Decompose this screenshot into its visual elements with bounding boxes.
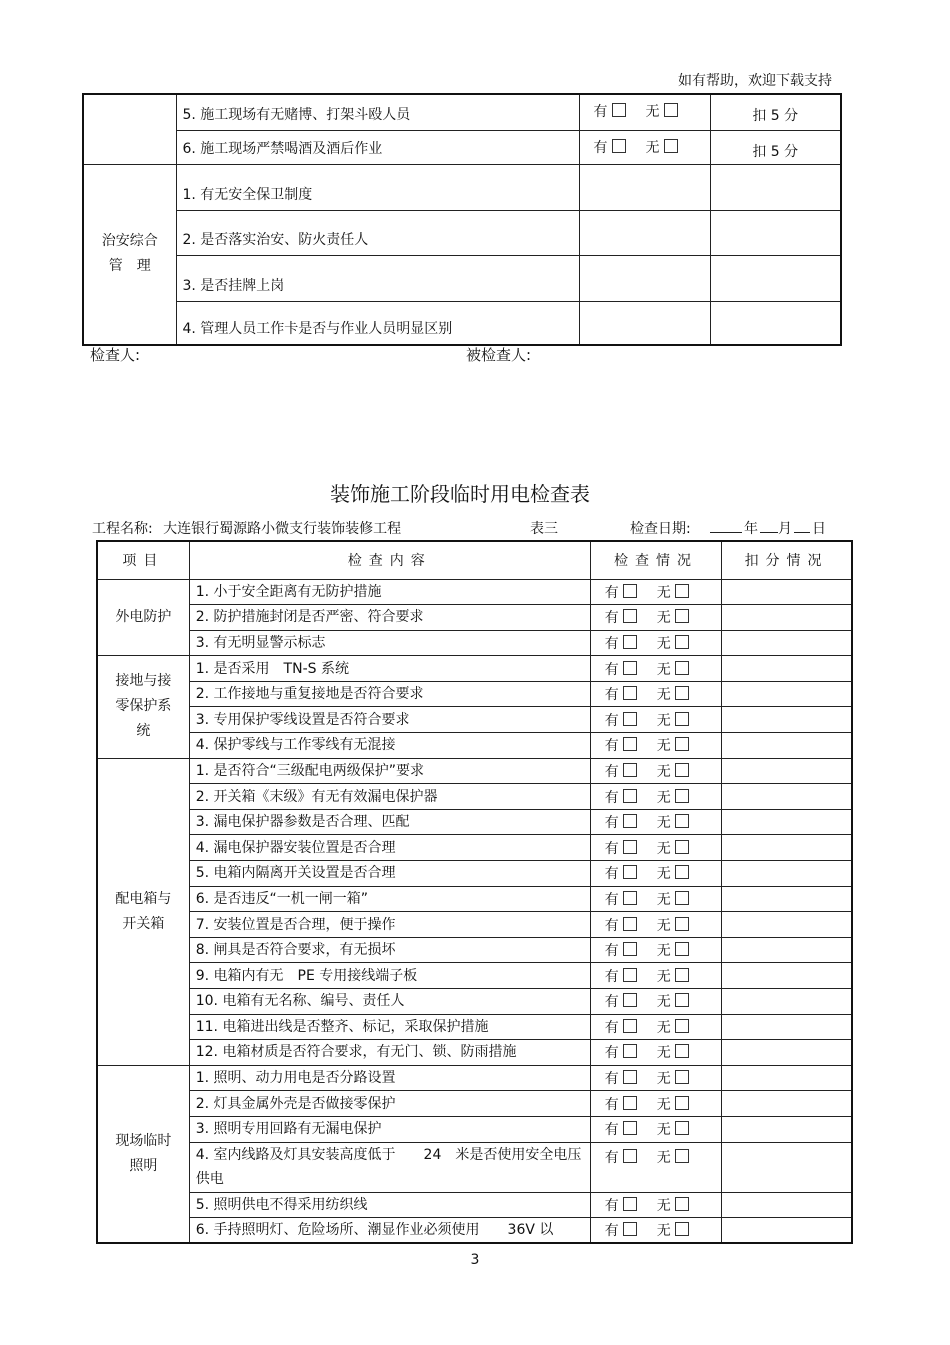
- check-item: 3. 有无明显警示标志: [189, 630, 590, 656]
- deduction-cell: [722, 707, 852, 733]
- deduction-cell: [710, 255, 841, 301]
- none-checkbox[interactable]: [675, 968, 689, 982]
- have-checkbox[interactable]: [623, 789, 637, 803]
- have-checkbox[interactable]: [623, 661, 637, 675]
- check-status-cell: [579, 130, 710, 164]
- none-label: 无: [656, 917, 671, 934]
- none-checkbox[interactable]: [675, 635, 689, 649]
- none-label: 无: [656, 1149, 671, 1166]
- form-title: 装饰施工阶段临时用电检查表: [330, 482, 590, 506]
- deduction-cell: [722, 758, 852, 784]
- none-checkbox[interactable]: [675, 686, 689, 700]
- check-item: 6. 手持照明灯、危险场所、潮显作业必须使用 36V 以: [189, 1218, 590, 1244]
- none-checkbox[interactable]: [675, 712, 689, 726]
- none-label: 无: [656, 866, 671, 883]
- category-label: 统: [136, 723, 151, 740]
- none-checkbox[interactable]: [675, 1044, 689, 1058]
- category-label: 零保护系: [115, 698, 172, 715]
- have-label: 有: [604, 763, 619, 780]
- deduction-cell: [722, 656, 852, 682]
- have-label: 有: [604, 687, 619, 704]
- date-month: 月: [778, 521, 792, 537]
- table-row: [97, 630, 852, 656]
- have-label: 有: [604, 635, 619, 652]
- none-label: 无: [656, 610, 671, 627]
- table-row: [83, 301, 841, 345]
- table-row: [97, 1192, 852, 1218]
- header-content: 检查内容: [189, 541, 590, 579]
- table-row: [97, 681, 852, 707]
- check-status-cell: [579, 94, 710, 130]
- check-item: 4. 漏电保护器安装位置是否合理: [189, 835, 590, 861]
- security-check-table: [82, 93, 842, 346]
- category-label: 配电箱与: [115, 890, 172, 907]
- none-checkbox[interactable]: [675, 584, 689, 598]
- none-label: 无: [656, 687, 671, 704]
- table-row: [97, 1218, 852, 1244]
- check-item: 12. 电箱材质是否符合要求，有无门、锁、防雨措施: [189, 1040, 590, 1066]
- project-row: [92, 518, 852, 538]
- none-label: 无: [656, 1122, 671, 1139]
- have-label: 有: [604, 1223, 619, 1240]
- check-item: 6. 是否违反“一机一闸一箱”: [189, 886, 590, 912]
- check-status-cell: [590, 809, 721, 835]
- have-checkbox[interactable]: [612, 139, 626, 153]
- none-checkbox[interactable]: [675, 661, 689, 675]
- have-checkbox[interactable]: [623, 1044, 637, 1058]
- deduction-cell: [722, 1040, 852, 1066]
- deduction-cell: [722, 963, 852, 989]
- have-label: 有: [604, 738, 619, 755]
- check-item: 2. 防护措施封闭是否严密、符合要求: [189, 605, 590, 631]
- have-label: 有: [604, 1149, 619, 1166]
- table-row: [97, 1116, 852, 1142]
- check-item: 3. 漏电保护器参数是否合理、匹配: [189, 809, 590, 835]
- deduction-cell: [722, 1192, 852, 1218]
- have-label: 有: [604, 866, 619, 883]
- check-status-cell: [590, 1116, 721, 1142]
- table-row: [97, 1065, 852, 1091]
- have-checkbox[interactable]: [623, 1222, 637, 1236]
- none-checkbox[interactable]: [675, 763, 689, 777]
- deduction-cell: [722, 937, 852, 963]
- check-status-cell: [579, 164, 710, 210]
- have-checkbox[interactable]: [623, 635, 637, 649]
- check-status-cell: [590, 758, 721, 784]
- table-row: [97, 809, 852, 835]
- inspected-label: 被检查人:: [466, 346, 532, 364]
- check-status-cell: [590, 1218, 721, 1244]
- have-label: 有: [604, 994, 619, 1011]
- none-checkbox[interactable]: [675, 1197, 689, 1211]
- none-label: 无: [656, 584, 671, 601]
- none-label: 无: [656, 994, 671, 1011]
- deduction-cell: [722, 681, 852, 707]
- check-item: 4. 室内线路及灯具安装高度低于 24 米是否使用安全电压供电: [189, 1142, 590, 1192]
- table-row: [97, 989, 852, 1015]
- deduction-cell: 扣 5 分: [710, 130, 841, 164]
- deduction-cell: [722, 579, 852, 605]
- none-label: 无: [645, 139, 660, 156]
- have-checkbox[interactable]: [623, 968, 637, 982]
- have-label: 有: [604, 1019, 619, 1036]
- have-checkbox[interactable]: [612, 103, 626, 117]
- have-label: 有: [604, 1045, 619, 1062]
- none-checkbox[interactable]: [664, 139, 678, 153]
- none-label: 无: [656, 789, 671, 806]
- check-item: 3. 是否挂牌上岗: [176, 255, 579, 301]
- category-label: 现场临时: [115, 1133, 172, 1150]
- check-status-cell: [579, 301, 710, 345]
- deduction-cell: 扣 5 分: [710, 94, 841, 130]
- check-item: 6. 施工现场严禁喝酒及酒后作业: [176, 130, 579, 164]
- have-checkbox[interactable]: [623, 1096, 637, 1110]
- have-checkbox[interactable]: [623, 686, 637, 700]
- have-checkbox[interactable]: [623, 737, 637, 751]
- check-item: 10. 电箱有无名称、编号、责任人: [189, 989, 590, 1015]
- category-cell: [97, 1065, 189, 1243]
- check-item: 8. 闸具是否符合要求，有无损坏: [189, 937, 590, 963]
- category-label: 照明: [129, 1158, 158, 1175]
- check-item: 2. 开关箱《末级》有无有效漏电保护器: [189, 784, 590, 810]
- table-row: [97, 784, 852, 810]
- check-status-cell: [590, 1014, 721, 1040]
- have-checkbox[interactable]: [623, 763, 637, 777]
- none-checkbox[interactable]: [675, 1019, 689, 1033]
- have-label: 有: [604, 661, 619, 678]
- table-row: [83, 164, 841, 210]
- have-checkbox[interactable]: [623, 917, 637, 931]
- have-checkbox[interactable]: [623, 584, 637, 598]
- none-label: 无: [656, 943, 671, 960]
- date-day: 日: [812, 521, 826, 537]
- inspector-label: 检查人:: [90, 346, 141, 364]
- category-label: 管 理: [108, 258, 151, 275]
- have-checkbox[interactable]: [623, 712, 637, 726]
- category-label: 开关箱: [122, 915, 165, 932]
- check-status-cell: [590, 579, 721, 605]
- check-item: 3. 专用保护零线设置是否符合要求: [189, 707, 590, 733]
- table-row: [97, 1142, 852, 1192]
- check-item: 1. 有无安全保卫制度: [176, 164, 579, 210]
- none-label: 无: [656, 712, 671, 729]
- none-label: 无: [656, 1045, 671, 1062]
- none-checkbox[interactable]: [675, 1070, 689, 1084]
- have-label: 有: [604, 1096, 619, 1113]
- none-label: 无: [656, 1019, 671, 1036]
- deduction-cell: [722, 1142, 852, 1192]
- table-row: [97, 758, 852, 784]
- deduction-cell: [722, 1116, 852, 1142]
- have-label: 有: [604, 1197, 619, 1214]
- check-status-cell: [579, 255, 710, 301]
- check-status-cell: [590, 733, 721, 759]
- have-checkbox[interactable]: [623, 814, 637, 828]
- none-checkbox[interactable]: [675, 737, 689, 751]
- none-label: 无: [656, 1071, 671, 1088]
- have-checkbox[interactable]: [623, 840, 637, 854]
- table-row: [97, 1040, 852, 1066]
- table-number: 表三: [530, 521, 558, 537]
- none-checkbox[interactable]: [675, 1222, 689, 1236]
- check-item: 1. 小于安全距离有无防护措施: [189, 579, 590, 605]
- check-status-cell: [590, 605, 721, 631]
- check-item: 1. 照明、动力用电是否分路设置: [189, 1065, 590, 1091]
- check-status-cell: [590, 989, 721, 1015]
- check-item: 5. 电箱内隔离开关设置是否合理: [189, 861, 590, 887]
- deduction-cell: [722, 630, 852, 656]
- category-label: 外电防护: [115, 608, 172, 625]
- have-checkbox[interactable]: [623, 1019, 637, 1033]
- none-label: 无: [656, 840, 671, 857]
- category-label: 接地与接: [115, 673, 172, 690]
- deduction-cell: [722, 1218, 852, 1244]
- have-label: 有: [593, 139, 608, 156]
- none-checkbox[interactable]: [675, 840, 689, 854]
- check-item: 2. 是否落实治安、防火责任人: [176, 210, 579, 255]
- have-label: 有: [604, 968, 619, 985]
- project-name: 大连银行蜀源路小微支行装饰装修工程: [163, 521, 402, 537]
- table-row: [97, 707, 852, 733]
- have-label: 有: [604, 789, 619, 806]
- check-item: 7. 安装位置是否合理，便于操作: [189, 912, 590, 938]
- deduction-cell: [722, 886, 852, 912]
- category-cell: [97, 758, 189, 1065]
- have-label: 有: [604, 917, 619, 934]
- check-item: 5. 施工现场有无赌博、打架斗殴人员: [176, 94, 579, 130]
- have-checkbox[interactable]: [623, 1070, 637, 1084]
- none-label: 无: [656, 635, 671, 652]
- none-checkbox[interactable]: [675, 1121, 689, 1135]
- date-blank-year: [710, 532, 742, 533]
- check-item: 1. 是否符合“三级配电两级保护”要求: [189, 758, 590, 784]
- electric-check-table: [96, 540, 853, 1244]
- have-checkbox[interactable]: [623, 1149, 637, 1163]
- table-row: [97, 1014, 852, 1040]
- none-label: 无: [656, 738, 671, 755]
- date-label: 检查日期:: [630, 521, 691, 537]
- deduction-cell: [722, 1014, 852, 1040]
- check-item: 9. 电箱内有无 PE 专用接线端子板: [189, 963, 590, 989]
- table-row: [97, 886, 852, 912]
- check-status-cell: [590, 1142, 721, 1192]
- page-number: 3: [470, 1252, 480, 1268]
- check-status-cell: [590, 656, 721, 682]
- have-label: 有: [604, 943, 619, 960]
- table-row: [97, 912, 852, 938]
- header-project: 项目: [97, 541, 189, 579]
- deduction-cell: [722, 1065, 852, 1091]
- have-checkbox[interactable]: [623, 993, 637, 1007]
- check-status-cell: [590, 886, 721, 912]
- deduction-cell: [722, 989, 852, 1015]
- check-item: 3. 照明专用回路有无漏电保护: [189, 1116, 590, 1142]
- have-label: 有: [593, 104, 608, 120]
- check-status-cell: [590, 1040, 721, 1066]
- table-row: [83, 210, 841, 255]
- deduction-cell: [722, 605, 852, 631]
- header-status: 检查情况: [590, 541, 721, 579]
- none-label: 无: [645, 104, 660, 120]
- table-row: [97, 656, 852, 682]
- none-checkbox[interactable]: [675, 917, 689, 931]
- table-row: [83, 255, 841, 301]
- check-item: 1. 是否采用 TN-S 系统: [189, 656, 590, 682]
- check-status-cell: [590, 784, 721, 810]
- check-item: 5. 照明供电不得采用纺织线: [189, 1192, 590, 1218]
- none-checkbox[interactable]: [675, 993, 689, 1007]
- check-status-cell: [590, 1192, 721, 1218]
- check-status-cell: [590, 912, 721, 938]
- category-cell: [83, 164, 176, 345]
- deduction-cell: [722, 861, 852, 887]
- have-checkbox[interactable]: [623, 1197, 637, 1211]
- none-checkbox[interactable]: [675, 865, 689, 879]
- none-checkbox[interactable]: [675, 814, 689, 828]
- have-label: 有: [604, 584, 619, 601]
- deduction-cell: [722, 1091, 852, 1117]
- check-status-cell: [590, 963, 721, 989]
- deduction-cell: [722, 733, 852, 759]
- none-checkbox[interactable]: [675, 891, 689, 905]
- none-checkbox[interactable]: [675, 609, 689, 623]
- none-label: 无: [656, 891, 671, 908]
- have-label: 有: [604, 891, 619, 908]
- table-row: [83, 94, 841, 130]
- deduction-cell: [710, 301, 841, 345]
- have-label: 有: [604, 1122, 619, 1139]
- table-header-row: [97, 541, 852, 579]
- check-item: 4. 保护零线与工作零线有无混接: [189, 733, 590, 759]
- have-label: 有: [604, 610, 619, 627]
- table-row: [97, 861, 852, 887]
- have-checkbox[interactable]: [623, 609, 637, 623]
- table-row: [97, 937, 852, 963]
- check-status-cell: [590, 1065, 721, 1091]
- table-row: [97, 963, 852, 989]
- category-cell: [97, 656, 189, 758]
- date-year: 年: [744, 521, 758, 537]
- header-note: 如有帮助，欢迎下载支持: [678, 73, 832, 89]
- deduction-cell: [722, 809, 852, 835]
- check-item: 11. 电箱进出线是否整齐、标记，采取保护措施: [189, 1014, 590, 1040]
- date-blank-month: [760, 532, 778, 533]
- have-label: 有: [604, 712, 619, 729]
- deduction-cell: [722, 835, 852, 861]
- none-checkbox[interactable]: [675, 942, 689, 956]
- have-label: 有: [604, 1071, 619, 1088]
- check-status-cell: [590, 630, 721, 656]
- table-row: [97, 605, 852, 631]
- none-label: 无: [656, 661, 671, 678]
- have-label: 有: [604, 840, 619, 857]
- none-label: 无: [656, 1223, 671, 1240]
- header-deduction: 扣分情况: [722, 541, 852, 579]
- check-status-cell: [579, 210, 710, 255]
- project-label: 工程名称:: [92, 521, 153, 537]
- have-checkbox[interactable]: [623, 1121, 637, 1135]
- table-row: [97, 1091, 852, 1117]
- table-row: [97, 579, 852, 605]
- check-status-cell: [590, 835, 721, 861]
- have-checkbox[interactable]: [623, 942, 637, 956]
- have-checkbox[interactable]: [623, 865, 637, 879]
- none-checkbox[interactable]: [664, 103, 678, 117]
- none-label: 无: [656, 763, 671, 780]
- check-item: 2. 工作接地与重复接地是否符合要求: [189, 681, 590, 707]
- check-item: 4. 管理人员工作卡是否与作业人员明显区别: [176, 301, 579, 345]
- none-label: 无: [656, 815, 671, 832]
- deduction-cell: [722, 912, 852, 938]
- have-label: 有: [604, 815, 619, 832]
- check-status-cell: [590, 707, 721, 733]
- table-row: [83, 130, 841, 164]
- check-status-cell: [590, 861, 721, 887]
- check-status-cell: [590, 681, 721, 707]
- category-cell: [97, 579, 189, 656]
- none-label: 无: [656, 1096, 671, 1113]
- date-blank-day: [794, 532, 810, 533]
- category-label: 治安综合: [101, 233, 158, 250]
- none-label: 无: [656, 968, 671, 985]
- none-checkbox[interactable]: [675, 789, 689, 803]
- deduction-cell: [710, 164, 841, 210]
- check-item: 2. 灯具金属外壳是否做接零保护: [189, 1091, 590, 1117]
- none-checkbox[interactable]: [675, 1149, 689, 1163]
- check-status-cell: [590, 937, 721, 963]
- have-checkbox[interactable]: [623, 891, 637, 905]
- none-checkbox[interactable]: [675, 1096, 689, 1110]
- table-row: [97, 835, 852, 861]
- none-label: 无: [656, 1197, 671, 1214]
- check-status-cell: [590, 1091, 721, 1117]
- category-cell-empty: [83, 94, 176, 164]
- deduction-cell: [722, 784, 852, 810]
- deduction-cell: [710, 210, 841, 255]
- table-row: [97, 733, 852, 759]
